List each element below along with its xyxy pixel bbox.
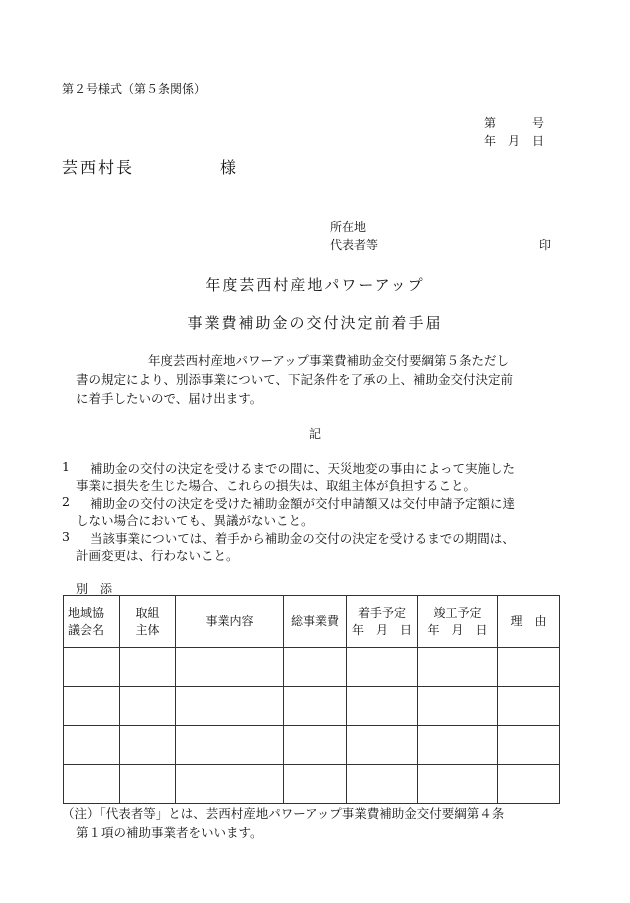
table-cell <box>347 648 418 687</box>
table-cell <box>498 648 560 687</box>
attachment-label: 別 添 <box>76 582 113 596</box>
condition-1-line-1: 補助金の交付の決定を受けるまでの間に、天災地変の事由によって実施した <box>90 461 516 476</box>
condition-2-line-2: しない場合においても、異議がないこと。 <box>76 513 314 528</box>
title-line-2: 事業費補助金の交付決定前着手届 <box>187 314 443 332</box>
condition-1-number: 1 <box>62 459 70 474</box>
table-cell <box>64 765 120 804</box>
ki-heading: 記 <box>309 427 322 441</box>
table-cell <box>120 687 176 726</box>
table-cell <box>347 765 418 804</box>
recipient-honorific: 様 <box>220 158 237 177</box>
table-cell <box>120 726 176 765</box>
note-line-2: 第１項の補助事業者をいいます。 <box>76 825 263 840</box>
table-cell <box>176 765 284 804</box>
header-entity: 取組 主体 <box>120 596 176 648</box>
table-cell <box>498 726 560 765</box>
condition-2-number: 2 <box>62 494 70 509</box>
table-cell <box>418 726 498 765</box>
table-cell <box>176 726 284 765</box>
table-cell <box>284 726 347 765</box>
table-cell <box>284 687 347 726</box>
table-cell <box>64 726 120 765</box>
table-cell <box>347 726 418 765</box>
seal-mark: 印 <box>539 238 552 252</box>
attachment-table <box>63 595 560 804</box>
note-line-1: （注）「代表者等」とは、芸西村産地パワーアップ事業費補助金交付要綱第４条 <box>62 806 505 821</box>
table-cell <box>176 648 284 687</box>
condition-1-line-2: 事業に損失を生じた場合、これらの損失は、取組主体が負担すること。 <box>76 478 477 493</box>
table-cell <box>120 648 176 687</box>
table-cell <box>284 648 347 687</box>
condition-3-line-1: 当該事業については、着手から補助金の交付の決定を受けるまでの期間は、 <box>90 531 515 546</box>
header-total-cost: 総事業費 <box>284 596 347 648</box>
table-row <box>64 765 560 804</box>
table-cell <box>418 648 498 687</box>
condition-2-line-1: 補助金の交付の決定を受けた補助金額が交付申請額又は交付申請予定額に達 <box>90 496 516 511</box>
header-completion-date: 竣工予定 年 月 日 <box>418 596 498 648</box>
condition-3-number: 3 <box>62 529 70 544</box>
table-cell <box>120 765 176 804</box>
representative-label: 代表者等 <box>330 238 379 252</box>
table-row <box>64 687 560 726</box>
body-line-2: 書の規定により、別添事業について、下記条件を了承の上、補助金交付決定前 <box>76 372 514 387</box>
document-number: 第 号 <box>484 116 545 130</box>
table-cell <box>64 648 120 687</box>
table-cell <box>498 687 560 726</box>
recipient-name: 芸西村長 <box>62 158 135 177</box>
table-row <box>64 648 560 687</box>
table-cell <box>347 687 418 726</box>
header-project-content: 事業内容 <box>176 596 284 648</box>
table-cell <box>498 765 560 804</box>
form-label: 第２号様式（第５条関係） <box>62 82 207 96</box>
condition-3-line-2: 計画変更は、行わないこと。 <box>76 548 239 563</box>
address-label: 所在地 <box>330 220 367 234</box>
table-header-row <box>64 596 560 648</box>
body-line-1: 年度芸西村産地パワーアップ事業費補助金交付要綱第５条ただし <box>148 353 510 368</box>
title-line-1: 年度芸西村産地パワーアップ <box>205 276 425 294</box>
table-cell <box>64 687 120 726</box>
header-reason: 理 由 <box>498 596 560 648</box>
table-cell <box>176 687 284 726</box>
header-start-date: 着手予定 年 月 日 <box>347 596 418 648</box>
table-row <box>64 726 560 765</box>
table-cell <box>418 765 498 804</box>
header-council-name: 地域協 議会名 <box>64 596 120 648</box>
document-date: 年 月 日 <box>484 134 545 148</box>
table-cell <box>418 687 498 726</box>
body-line-3: に着手したいので、届け出ます。 <box>76 391 263 406</box>
table-cell <box>284 765 347 804</box>
